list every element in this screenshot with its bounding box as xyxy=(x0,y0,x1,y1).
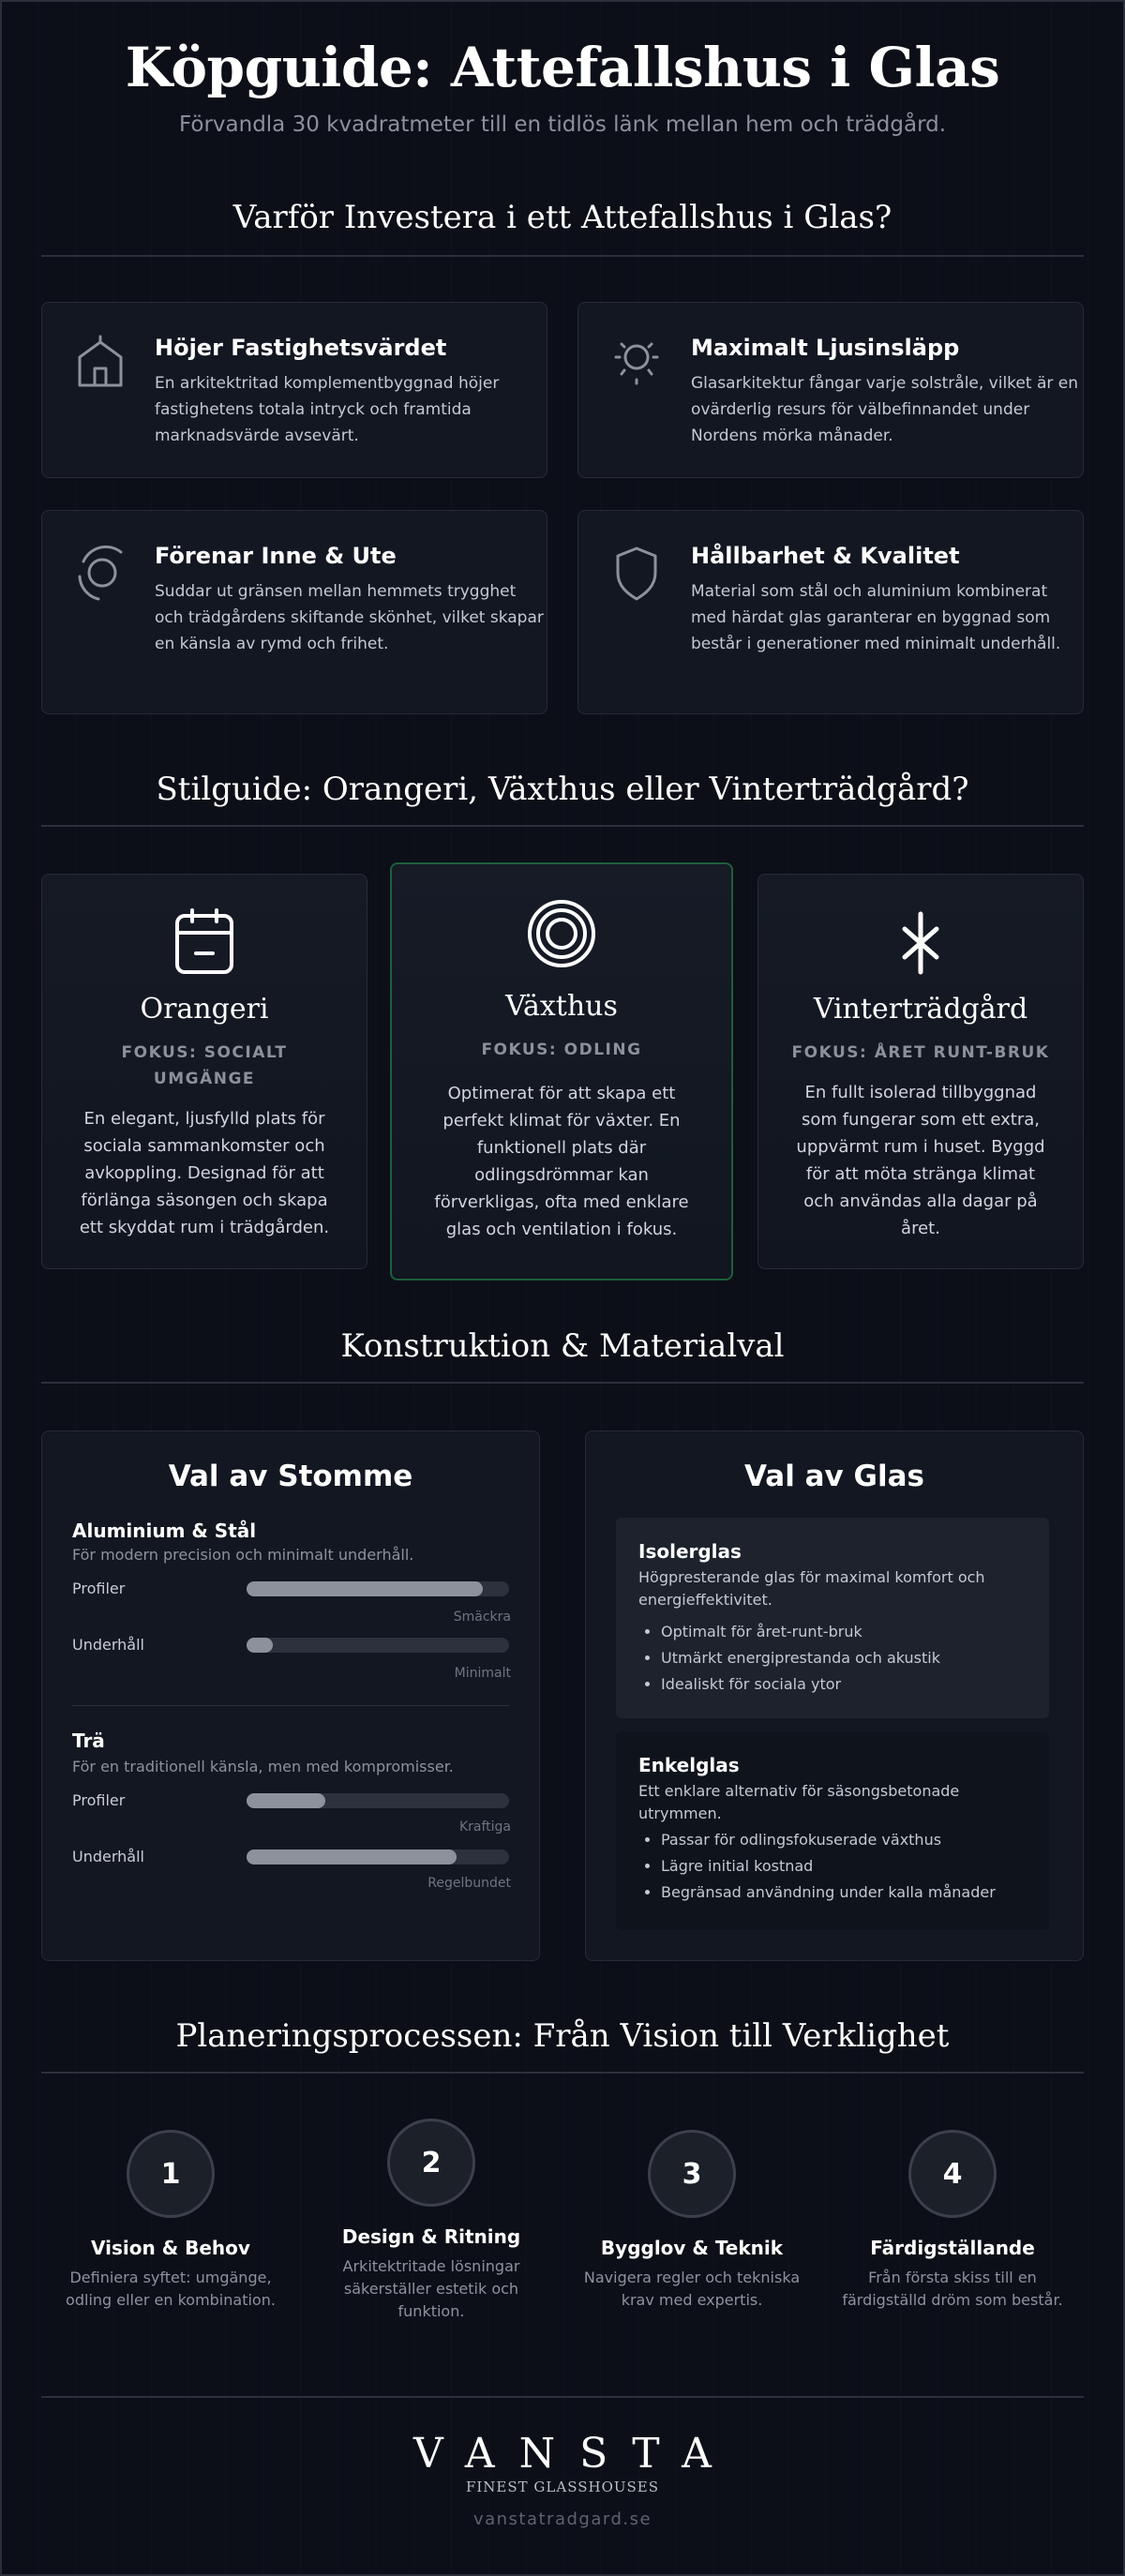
glass-option-enkelglas xyxy=(616,1731,1049,1930)
bar-fill xyxy=(247,1850,457,1865)
house-icon xyxy=(74,335,127,391)
style-title: Växthus xyxy=(505,990,618,1023)
bar-track xyxy=(247,1850,509,1865)
bar-fill xyxy=(247,1638,273,1653)
step-number: 1 xyxy=(127,2130,215,2218)
style-focus: FOKUS: SOCIALT UMGÄNGE xyxy=(121,1043,288,1088)
step-number: 2 xyxy=(387,2119,475,2207)
page-subtitle: Förvandla 30 kvadratmeter till en tidlös länk mellan hem och trädgård. xyxy=(178,112,947,137)
bar-note: Minimalt xyxy=(454,1666,511,1681)
footer-divider xyxy=(41,2396,1084,2398)
divider xyxy=(41,825,1084,827)
frame-card xyxy=(41,1430,540,1961)
option-name: Aluminium & Stål xyxy=(72,1520,257,1542)
divider xyxy=(41,2072,1084,2074)
glass-option-points xyxy=(661,1827,1036,1906)
benefit-card-quality xyxy=(578,510,1084,714)
list-item: • Optimalt för året-runt-bruk xyxy=(661,1619,1036,1645)
bar-label: Underhåll xyxy=(72,1636,144,1654)
website-link[interactable]: vanstatradgard.se xyxy=(472,2509,652,2529)
bar-label: Underhåll xyxy=(72,1848,144,1865)
step-desc: Från första skiss till en färdigställd dröm som består. xyxy=(842,2269,1063,2309)
brand-logo: VANSTA xyxy=(413,2430,736,2478)
glass-option-points xyxy=(661,1619,1036,1698)
glass-option-isolerglas xyxy=(616,1518,1049,1718)
style-title: Vinterträdgård xyxy=(813,993,1028,1026)
style-card-orangeri xyxy=(41,874,368,1269)
bar-track xyxy=(247,1638,509,1653)
bar-label: Profiler xyxy=(72,1791,126,1809)
bar-fill xyxy=(247,1581,483,1596)
glass-option-desc: Högpresterande glas för maximal komfort och energieffektivitet. xyxy=(638,1568,985,1609)
benefit-card-connect xyxy=(41,510,548,714)
divider xyxy=(41,255,1084,257)
option-desc: För modern precision och minimalt underhåll. xyxy=(72,1546,414,1564)
benefit-desc: En arkitektritad komplementbyggnad höjer fastighetens totala intryck och framtida marknadsvärde avsevärt. xyxy=(155,374,500,445)
bar-note: Kraftiga xyxy=(458,1820,511,1835)
style-title: Orangeri xyxy=(140,993,269,1026)
benefit-desc: Suddar ut gränsen mellan hemmets trygghet och trädgårdens skiftande skönhet, vilket skapar en känsla av rymd och frihet. xyxy=(155,582,544,653)
style-focus: FOKUS: ODLING xyxy=(481,1041,642,1059)
glass-card xyxy=(585,1430,1084,1961)
benefit-card-light xyxy=(578,302,1084,478)
option-separator xyxy=(72,1705,509,1706)
step-desc: Arkitektritade lösningar säkerställer estetik och funktion. xyxy=(342,2257,520,2320)
step-title: Design & Ritning xyxy=(341,2225,521,2248)
section-title-why: Varför Investera i ett Attefallshus i Glas? xyxy=(232,199,892,236)
list-item: • Idealiskt för sociala ytor xyxy=(661,1671,1036,1698)
benefit-title: Maximalt Ljusinsläpp xyxy=(691,335,960,361)
style-card-vintertradgard xyxy=(758,874,1084,1269)
glass-option-desc: Ett enklare alternativ för säsongsbetonade utrymmen. xyxy=(638,1782,960,1822)
list-item: • Utmärkt energiprestanda och akustik xyxy=(661,1645,1036,1671)
list-item: • Passar för odlingsfokuserade växthus xyxy=(661,1827,1036,1853)
calendar-icon xyxy=(42,906,367,981)
bar-fill xyxy=(247,1793,325,1808)
step-number: 4 xyxy=(908,2130,997,2218)
section-title-process: Planeringsprocessen: Från Vision till Verklighet xyxy=(175,2017,950,2055)
style-card-vaxthus xyxy=(390,862,733,1281)
step-title: Bygglov & Teknik xyxy=(600,2237,784,2259)
step-title: Färdigställande xyxy=(870,2237,1035,2259)
section-title-styles: Stilguide: Orangeri, Växthus eller Vinterträdgård? xyxy=(156,771,969,808)
glass-title: Val av Glas xyxy=(744,1460,924,1493)
bar-note: Smäckra xyxy=(453,1610,511,1625)
frame-title: Val av Stomme xyxy=(168,1460,413,1493)
bar-note: Regelbundet xyxy=(428,1876,511,1891)
shield-icon xyxy=(610,543,663,599)
brand-tagline: FINEST GLASSHOUSES xyxy=(465,2479,660,2495)
circle-orbit-icon xyxy=(74,543,127,599)
step-title: Vision & Behov xyxy=(91,2237,250,2259)
step-desc: Definiera syftet: umgänge, odling eller en kombination. xyxy=(66,2269,276,2309)
sun-icon xyxy=(610,335,663,391)
bar-label: Profiler xyxy=(72,1580,126,1597)
snowflake-icon xyxy=(758,910,1083,985)
section-title-materials: Konstruktion & Materialval xyxy=(340,1327,785,1365)
option-name: Trä xyxy=(72,1730,105,1752)
list-item: • Lägre initial kostnad xyxy=(661,1853,1036,1880)
benefit-title: Höjer Fastighetsvärdet xyxy=(155,335,447,361)
glass-option-name: Enkelglas xyxy=(638,1754,740,1776)
option-desc: För en traditionell känsla, men med kompromisser. xyxy=(72,1758,454,1775)
style-desc: Optimerat för att skapa ett perfekt klimat för växter. En funktionell plats där odlingsdrömmar kan förverkligas, ofta med enklare glas och ventilation i fokus. xyxy=(434,1084,689,1239)
step-desc: Navigera regler och tekniska krav med expertis. xyxy=(583,2269,801,2309)
divider xyxy=(41,1382,1084,1384)
style-desc: En fullt isolerad tillbyggnad som fungerar som ett extra, uppvärmt rum i huset. Byggd för att möta stränga klimat och användas alla dagar på året. xyxy=(796,1083,1045,1238)
list-item: • Begränsad användning under kalla månader xyxy=(661,1880,1036,1906)
bar-track xyxy=(247,1793,509,1808)
step-number: 3 xyxy=(648,2130,736,2218)
benefit-desc: Material som stål och aluminium kombinerat med härdat glas garanterar en byggnad som består i generationer med minimalt underhåll. xyxy=(691,582,1061,653)
benefit-desc: Glasarkitektur fångar varje solstråle, vilket är en ovärderlig resurs för välbefinnandet under Nordens mörka månader. xyxy=(691,374,1078,445)
bar-track xyxy=(247,1581,509,1596)
style-desc: En elegant, ljusfylld plats för sociala sammankomster och avkoppling. Designad för att förlänga säsongen och skapa ett skyddat rum i trädgården. xyxy=(79,1109,330,1237)
benefit-title: Förenar Inne & Ute xyxy=(155,543,397,569)
page-title: Köpguide: Attefallshus i Glas xyxy=(125,36,1000,99)
style-focus: FOKUS: ÅRET RUNT-BRUK xyxy=(791,1043,1050,1062)
benefit-card-value xyxy=(41,302,548,478)
glass-option-name: Isolerglas xyxy=(638,1540,742,1563)
benefit-title: Hållbarhet & Kvalitet xyxy=(691,543,960,569)
target-rings-icon xyxy=(392,898,731,973)
